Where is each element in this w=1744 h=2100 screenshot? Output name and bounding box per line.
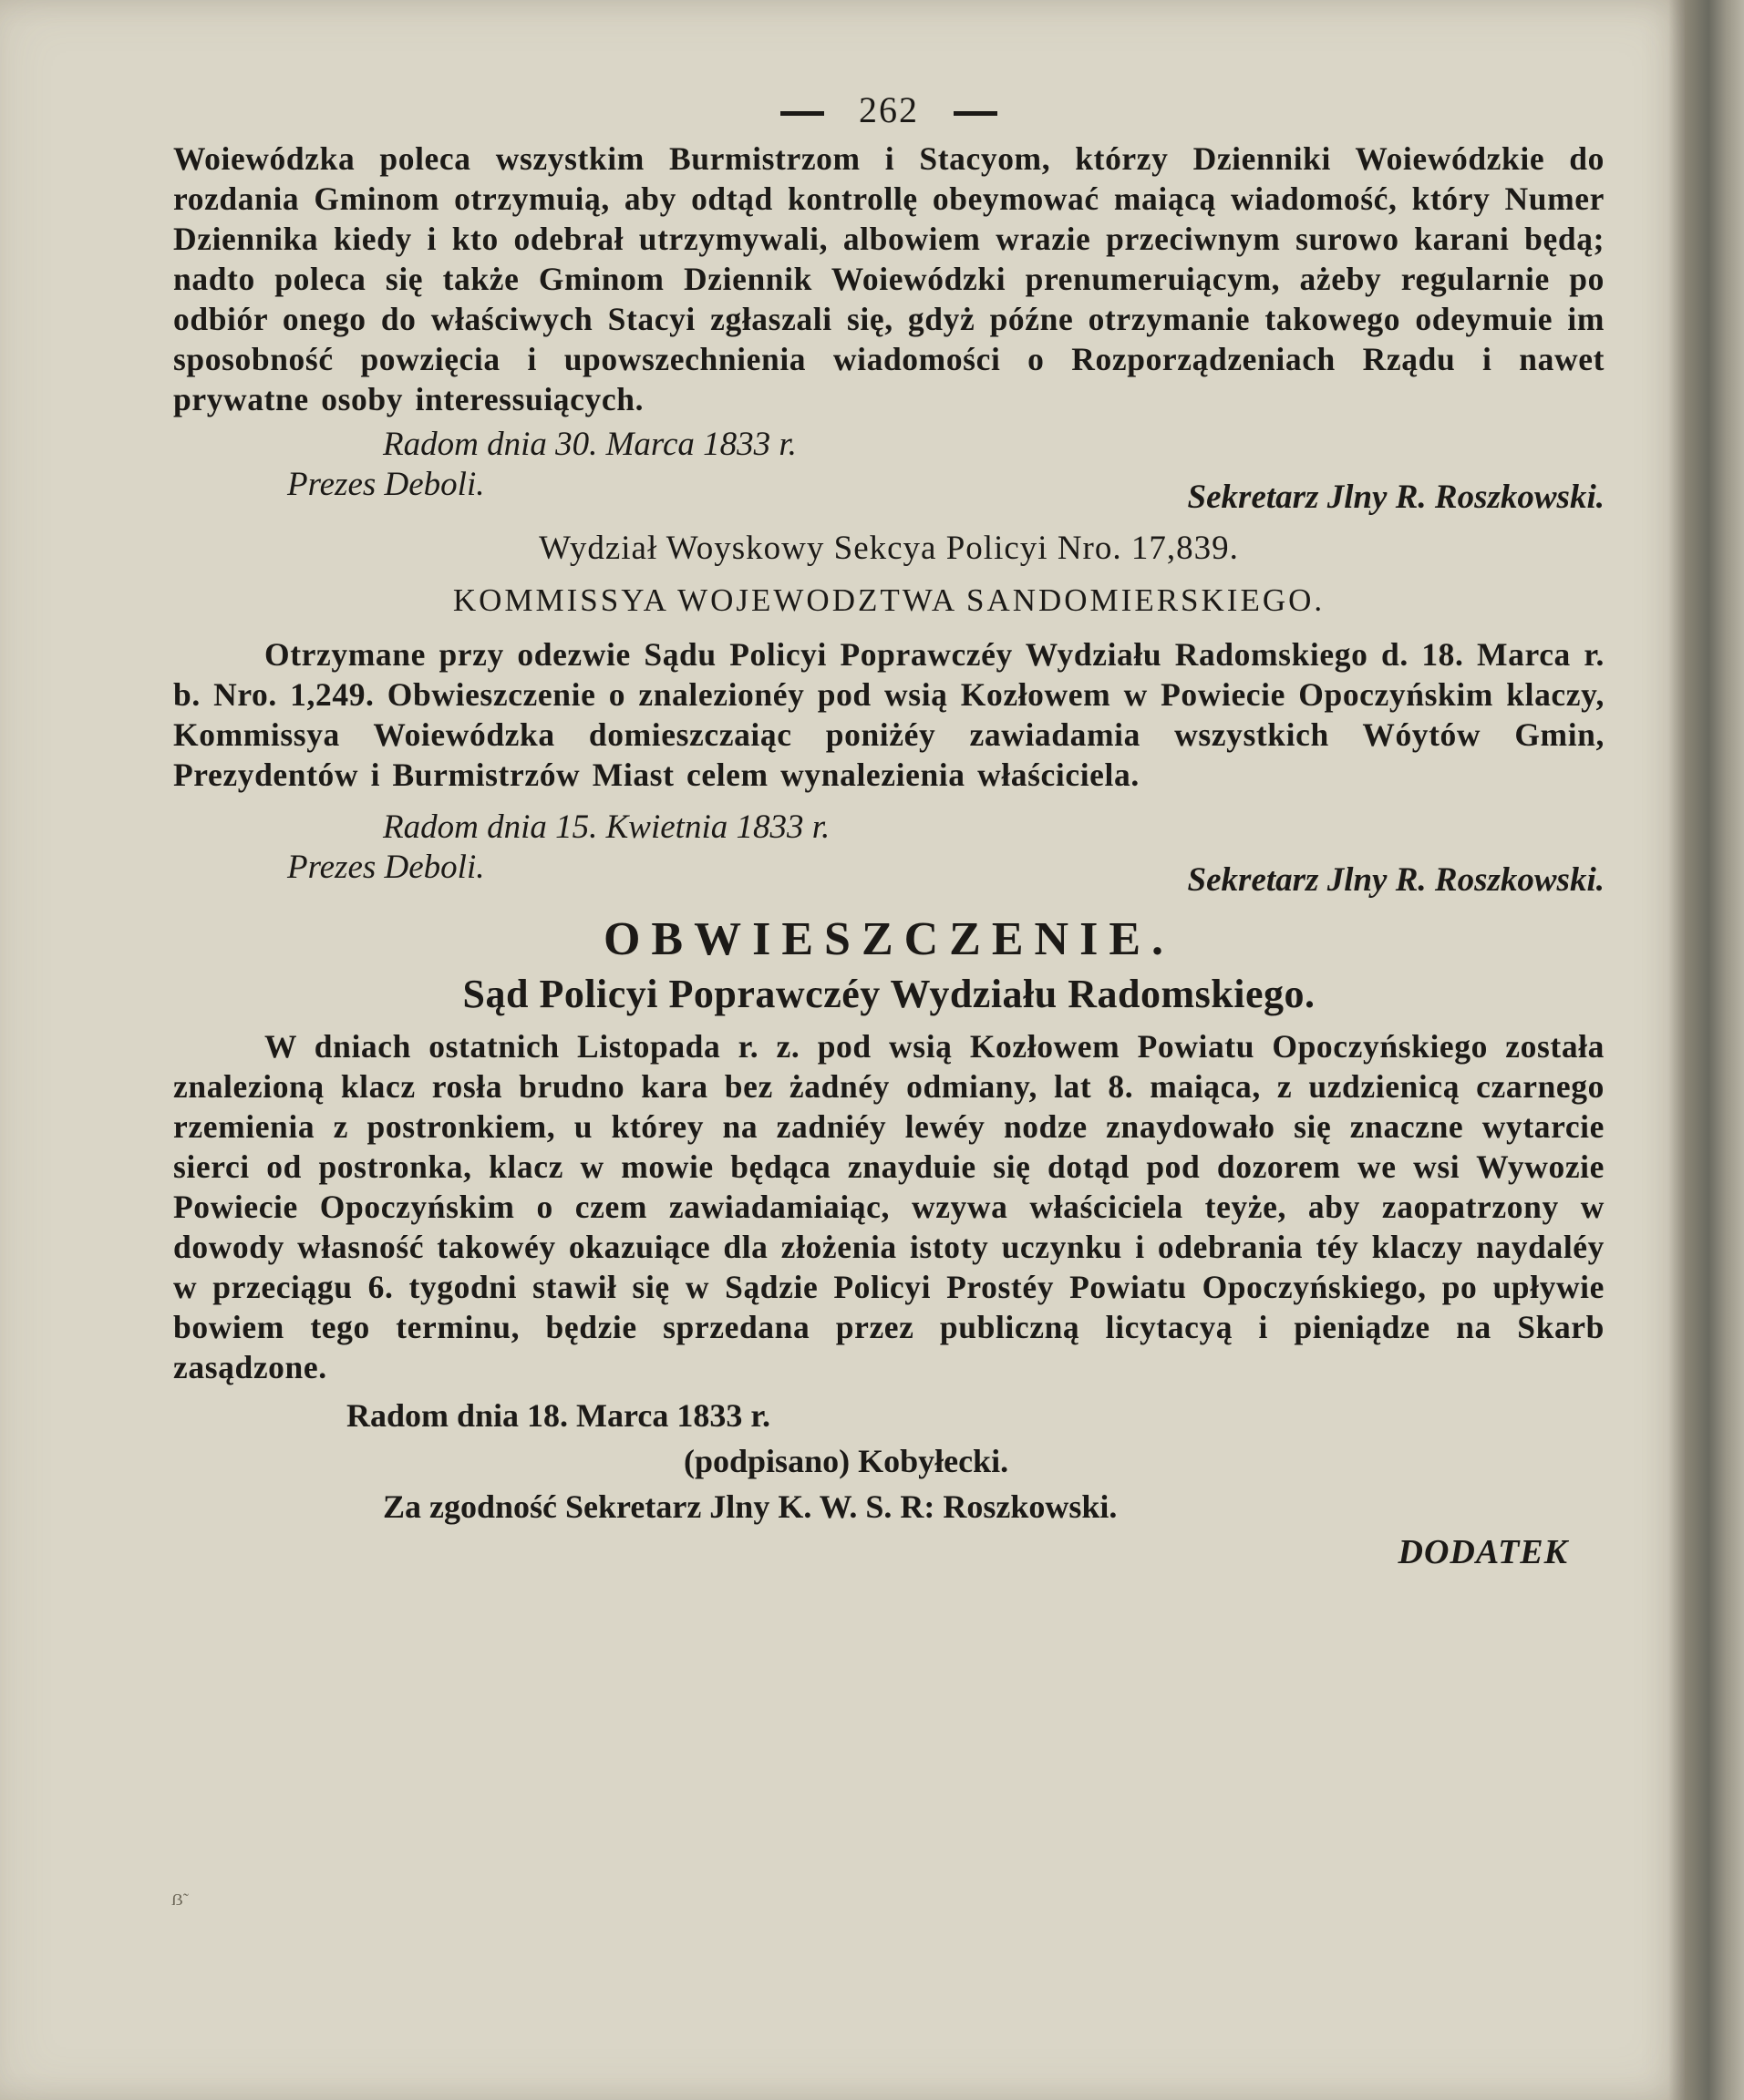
- date-line-1: Radom dnia 30. Marca 1833 r.: [383, 426, 797, 463]
- paragraph-announcement: W dniach ostatnich Listopada r. z. pod wsią Kozłowem Powiatu Opoczyńskiego została znalezioną klacz rosła brudno kara bez żadnéy odmiany, lat 8. maiąca, z uzdzienicą czarnego rzemienia z postronkiem, u którey na zadniéy lewéy nodze znaydowało się znaczne wytarcie sierci od postronka, klacz w mowie będąca znayduie się dotąd pod dozorem we wsi Wywozie Powiecie Opoczyńskim o czem zawiadamiaiąc, wzywa właściciela teyże, aby zaopatrzony w dowody własność takowéy okazuiące dla złożenia istoty uczynku i odebrania téy klaczy naydaléy w przeciągu 6. tygodni stawił się w Sądzie Policyi Prostéy Powiatu Opoczyńskiego, po upływie bowiem tego terminu, będzie sprzedana przez publiczną licytacyą i pieniądze na Skarb zasądzone.: [173, 1028, 1605, 1385]
- signature-row-2: [173, 848, 1605, 901]
- page-edge-shadow: [1668, 0, 1685, 2100]
- signature-secretary-2: Sekretarz Jlny R. Roszkowski.: [1187, 861, 1605, 899]
- stamp-mark: ẞ̃: [171, 1890, 183, 1909]
- signature-president-1: Prezes Deboli.: [287, 466, 485, 503]
- page-content: [173, 84, 1605, 1575]
- announcement-title: OBWIESZCZENIE.: [603, 913, 1175, 965]
- page-number: 262: [859, 89, 919, 130]
- catchword: DODATEK: [1398, 1533, 1568, 1571]
- signature-president-2: Prezes Deboli.: [287, 849, 485, 886]
- signed-line: (podpisano) Kobyłecki.: [684, 1443, 1009, 1479]
- book-gutter: [1685, 0, 1744, 2100]
- announcement-subtitle: Sąd Policyi Poprawczéy Wydziału Radomskiego.: [462, 972, 1316, 1016]
- date-line-3: Radom dnia 18. Marca 1833 r.: [346, 1397, 771, 1434]
- date-line-2: Radom dnia 15. Kwietnia 1833 r.: [383, 808, 831, 846]
- commission-heading: KOMMISSYA WOJEWODZTWA SANDOMIERSKIEGO.: [452, 582, 1326, 618]
- page-number-line: [173, 84, 1605, 137]
- paragraph-notice-1: Woiewódzka poleca wszystkim Burmistrzom i Stacyom, którzy Dzienniki Woiewódzkie do rozdania Gminom otrzymuią, aby odtąd kontrollę obeymować maiącą wiadomość, który Numer Dziennika kiedy i kto odebrał utrzymywali, albowiem wrazie przeciwnym surowo karani będą; nadto poleca się także Gminom Dziennik Woiewódzki prenumeruiącym, ażeby regularnie po odbiór onego do właściwych Stacyi zgłaszali się, gdyż późne otrzymanie takowego odeymuie im sposobność powzięcia i upowszechnienia wiadomości o Rozporządzeniach Rządu i nawet prywatne osoby interessuiących.: [173, 140, 1605, 417]
- signature-secretary-1: Sekretarz Jlny R. Roszkowski.: [1187, 479, 1605, 516]
- dash-left: [780, 111, 824, 116]
- paragraph-notice-2: Otrzymane przy odezwie Sądu Policyi Poprawczéy Wydziału Radomskiego d. 18. Marca r. b. Nro. 1,249. Obwieszczenie o znalezionéy pod wsią Kozłowem w Powiecie Opoczyńskim klaczy, Kommissya Woiewódzka domieszczaiąc poniżéy zawiadamia wszystkich Wóytów Gmin, Prezydentów i Burmistrzów Miast celem wynalezienia właściciela.: [173, 636, 1605, 793]
- signature-row-1: [173, 465, 1605, 518]
- conformity-line: Za zgodność Sekretarz Jlny K. W. S. R: Roszkowski.: [383, 1488, 1118, 1525]
- dash-right: [954, 111, 997, 116]
- reference-line: Wydział Woyskowy Sekcya Policyi Nro. 17,839.: [539, 530, 1239, 567]
